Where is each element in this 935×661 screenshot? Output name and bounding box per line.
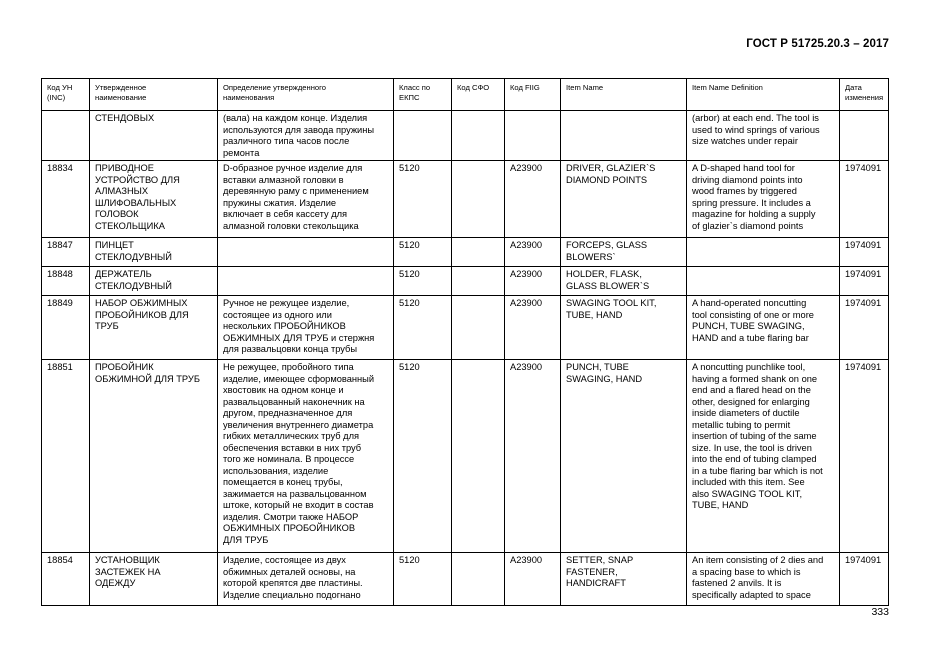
cell-sfo-code [452,360,505,553]
cell-change-date: 1974091 [840,360,889,553]
cell-item-name-definition: (arbor) at each end. The tool is used to wind springs of various size watches under repair [687,111,840,161]
cell-ekps-class: 5120 [394,161,452,238]
column-header-definition: Определение утвержденного наименования [218,79,394,111]
cell-item-name-definition: A noncutting punchlike tool, having a formed shank on one end and a flared head on the other, designed for enlarging inside diameters of ductile metallic tubing to permit insertion of tubing of the same size. In use, the tool is driven into the end of tubing clamped in a tube flaring bar which is not included with this item. See also SWAGING TOOL KIT, TUBE, HAND [687,360,840,553]
table-row [42,161,889,238]
cell-sfo-code [452,161,505,238]
column-header-inc: Код УН (INC) [42,79,90,111]
cell-item-name [561,111,687,161]
cell-definition [218,238,394,267]
column-header-item-name-definition: Item Name Definition [687,79,840,111]
cell-item-name: SWAGING TOOL KIT, TUBE, HAND [561,296,687,360]
cell-sfo-code [452,111,505,161]
cell-definition: (вала) на каждом конце. Изделия используются для завода пружины различного типа часов после ремонта [218,111,394,161]
cell-change-date: 1974091 [840,296,889,360]
cell-ekps-class: 5120 [394,360,452,553]
cell-definition: D-образное ручное изделие для вставки алмазной головки в деревянную раму с применением пружины сжатия. Изделие включает в себя кассету для алмазной головки стекольщика [218,161,394,238]
column-header-approved-name: Утвержденное наименование [90,79,218,111]
cell-item-name-definition: A D-shaped hand tool for driving diamond points into wood frames by triggered spring pressure. It includes a magazine for holding a supply of glazier`s diamond points [687,161,840,238]
cell-fiig-code: A23900 [505,267,561,296]
column-header-sfo-code: Код СФО [452,79,505,111]
cell-inc: 18848 [42,267,90,296]
cell-fiig-code: A23900 [505,553,561,606]
cell-change-date: 1974091 [840,267,889,296]
cell-sfo-code [452,553,505,606]
table-row [42,553,889,606]
cell-sfo-code [452,238,505,267]
table-row [42,360,889,553]
table-header-row [42,79,889,111]
cell-item-name-definition: An item consisting of 2 dies and a spacing base to which is fastened 2 anvils. It is specifically adapted to space [687,553,840,606]
cell-fiig-code: A23900 [505,360,561,553]
cell-ekps-class: 5120 [394,553,452,606]
cell-approved-name: НАБОР ОБЖИМНЫХ ПРОБОЙНИКОВ ДЛЯ ТРУБ [90,296,218,360]
cell-change-date [840,111,889,161]
cell-ekps-class: 5120 [394,238,452,267]
cell-ekps-class: 5120 [394,296,452,360]
cell-inc: 18834 [42,161,90,238]
cell-change-date: 1974091 [840,161,889,238]
cell-inc [42,111,90,161]
cell-fiig-code: A23900 [505,161,561,238]
catalog-table [41,78,889,606]
cell-approved-name: СТЕНДОВЫХ [90,111,218,161]
column-header-item-name: Item Name [561,79,687,111]
cell-definition [218,267,394,296]
cell-definition: Изделие, состоящее из двух обжимных деталей основы, на которой крепятся две пластины. Изделие специально подогнано [218,553,394,606]
cell-ekps-class [394,111,452,161]
cell-inc: 18849 [42,296,90,360]
page-number: 333 [871,606,889,618]
document-standard-title: ГОСТ Р 51725.20.3 – 2017 [746,38,889,50]
cell-item-name-definition [687,267,840,296]
column-header-change-date: Дата изменения [840,79,889,111]
cell-approved-name: ПРОБОЙНИК ОБЖИМНОЙ ДЛЯ ТРУБ [90,360,218,553]
cell-sfo-code [452,296,505,360]
cell-item-name-definition: A hand-operated noncutting tool consisting of one or more PUNCH, TUBE SWAGING, HAND and a tube flaring bar [687,296,840,360]
table-row [42,111,889,161]
cell-approved-name: ПИНЦЕТ СТЕКЛОДУВНЫЙ [90,238,218,267]
cell-approved-name: УСТАНОВЩИК ЗАСТЕЖЕК НА ОДЕЖДУ [90,553,218,606]
cell-item-name: HOLDER, FLASK, GLASS BLOWER`S [561,267,687,296]
cell-approved-name: ПРИВОДНОЕ УСТРОЙСТВО ДЛЯ АЛМАЗНЫХ ШЛИФОВАЛЬНЫХ ГОЛОВОК СТЕКОЛЬЩИКА [90,161,218,238]
cell-ekps-class: 5120 [394,267,452,296]
cell-fiig-code [505,111,561,161]
cell-inc: 18847 [42,238,90,267]
cell-approved-name: ДЕРЖАТЕЛЬ СТЕКЛОДУВНЫЙ [90,267,218,296]
cell-item-name: FORCEPS, GLASS BLOWERS` [561,238,687,267]
cell-fiig-code: A23900 [505,296,561,360]
cell-sfo-code [452,267,505,296]
cell-item-name: DRIVER, GLAZIER`S DIAMOND POINTS [561,161,687,238]
cell-inc: 18854 [42,553,90,606]
table-row [42,238,889,267]
cell-item-name-definition [687,238,840,267]
cell-item-name: PUNCH, TUBE SWAGING, HAND [561,360,687,553]
table-row [42,296,889,360]
column-header-fiig-code: Код FIIG [505,79,561,111]
cell-change-date: 1974091 [840,553,889,606]
cell-change-date: 1974091 [840,238,889,267]
cell-definition: Не режущее, пробойного типа изделие, имеющее сформованный хвостовик на одном конце и развальцованный наконечник на другом, предназначенное для увеличения внутреннего диаметра гибких металлических труб для обеспечения вставки в них труб того же номинала. В процессе использования, изделие помещается в конец трубы, зажимается на развальцованном штоке, который не входит в состав изделия. Смотри также НАБОР ОБЖИМНЫХ ПРОБОЙНИКОВ ДЛЯ ТРУБ [218,360,394,553]
table-row [42,267,889,296]
column-header-ekps-class: Класс по ЕКПС [394,79,452,111]
cell-item-name: SETTER, SNAP FASTENER, HANDICRAFT [561,553,687,606]
cell-definition: Ручное не режущее изделие, состоящее из одного или нескольких ПРОБОЙНИКОВ ОБЖИМНЫХ ДЛЯ ТРУБ и стержня для развальцовки конца трубы [218,296,394,360]
cell-fiig-code: A23900 [505,238,561,267]
cell-inc: 18851 [42,360,90,553]
